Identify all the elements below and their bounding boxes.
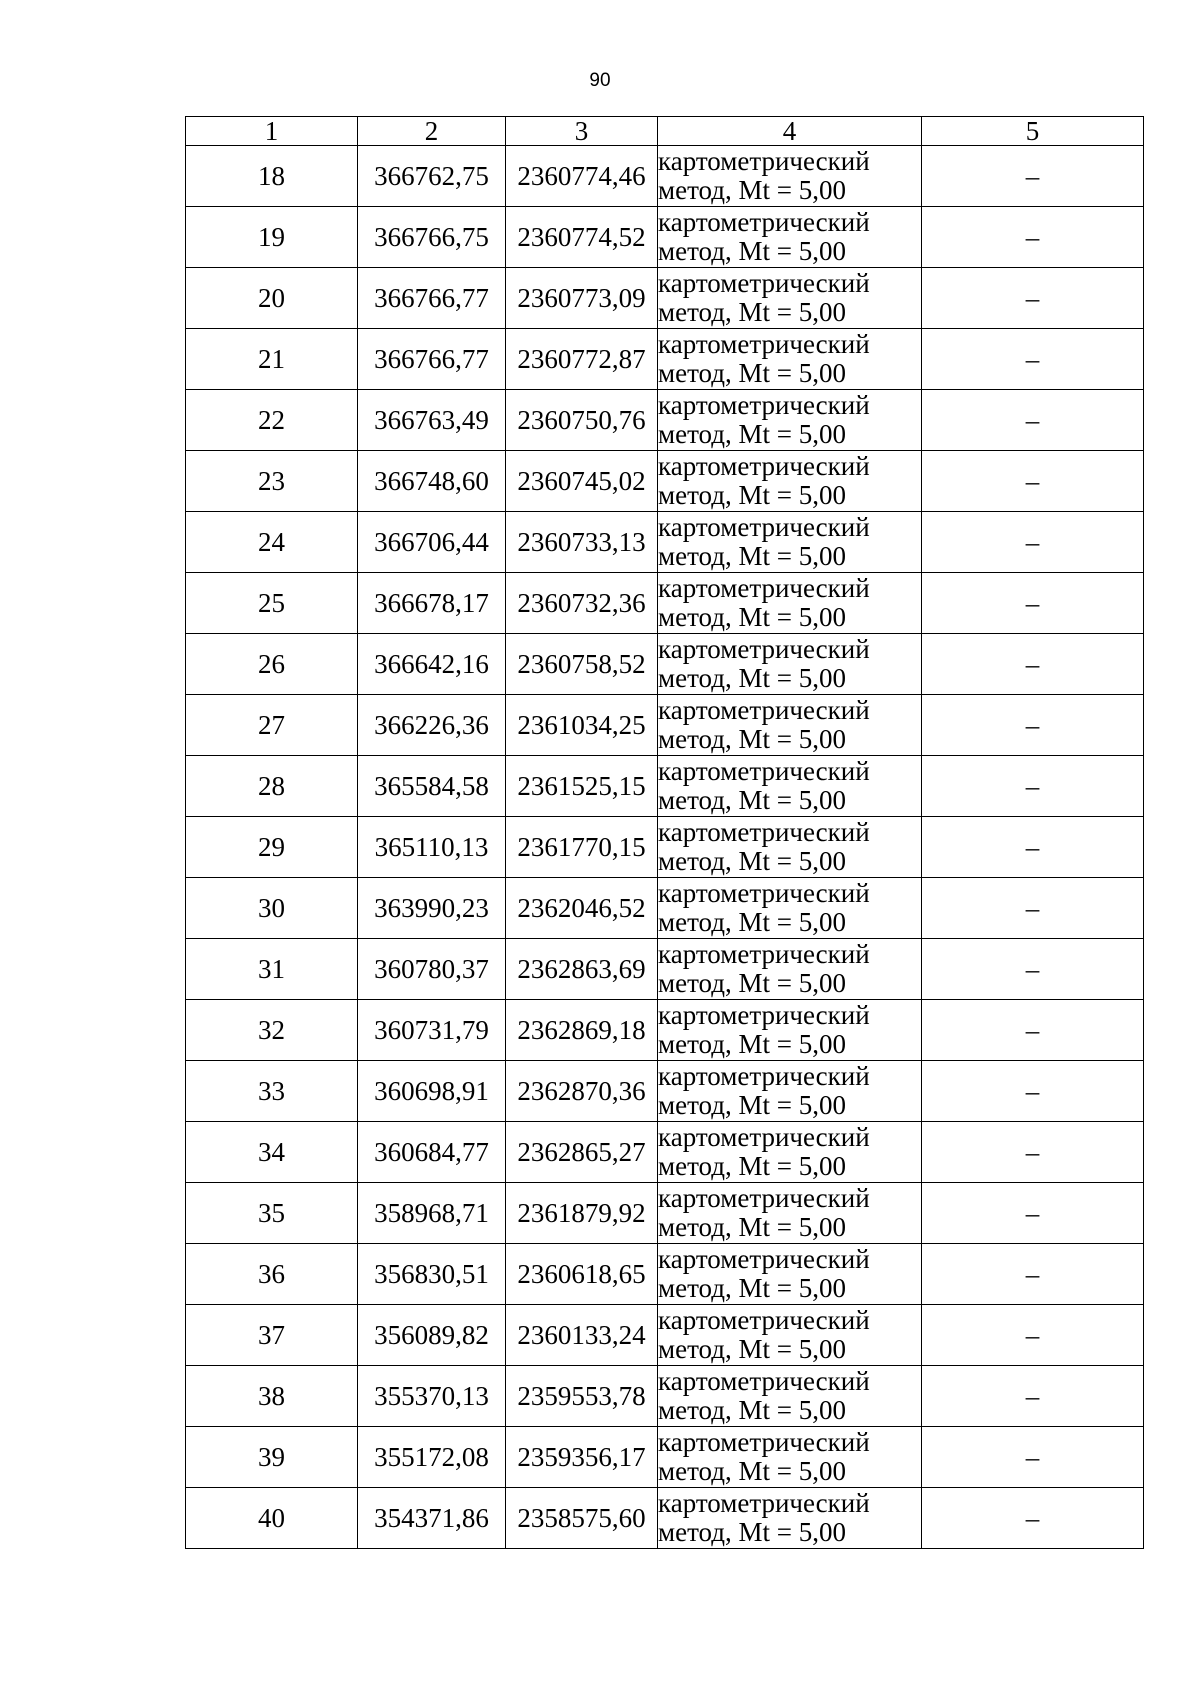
coordinate-y: 2359356,17	[506, 1427, 658, 1488]
point-number: 20	[186, 268, 358, 329]
coordinate-y: 2358575,60	[506, 1488, 658, 1549]
point-number: 35	[186, 1183, 358, 1244]
method-description	[658, 390, 922, 451]
method-line-1: картометрический	[658, 451, 870, 481]
table-row	[186, 512, 1144, 573]
method-description	[658, 268, 922, 329]
method-line-2: метод, Mt = 5,00	[658, 1456, 846, 1486]
point-number: 36	[186, 1244, 358, 1305]
table-row	[186, 756, 1144, 817]
method-description	[658, 695, 922, 756]
coordinate-x: 366766,77	[358, 329, 506, 390]
column-5-value: –	[922, 756, 1144, 817]
coordinate-y: 2360774,52	[506, 207, 658, 268]
column-5-value: –	[922, 1366, 1144, 1427]
method-line-1: картометрический	[658, 573, 870, 603]
column-5-value: –	[922, 1061, 1144, 1122]
method-description	[658, 756, 922, 817]
point-number: 23	[186, 451, 358, 512]
method-line-1: картометрический	[658, 1122, 870, 1152]
point-number: 32	[186, 1000, 358, 1061]
header-row	[186, 117, 1144, 146]
coordinate-x: 366678,17	[358, 573, 506, 634]
coordinate-x: 360780,37	[358, 939, 506, 1000]
method-line-2: метод, Mt = 5,00	[658, 1395, 846, 1425]
column-5-value: –	[922, 1122, 1144, 1183]
method-line-2: метод, Mt = 5,00	[658, 541, 846, 571]
method-line-1: картометрический	[658, 1000, 870, 1030]
table-body	[186, 146, 1144, 1549]
method-line-1: картометрический	[658, 1305, 870, 1335]
method-line-1: картометрический	[658, 207, 870, 237]
point-number: 19	[186, 207, 358, 268]
method-description	[658, 573, 922, 634]
coordinate-y: 2360773,09	[506, 268, 658, 329]
point-number: 31	[186, 939, 358, 1000]
method-line-1: картометрический	[658, 329, 870, 359]
table-row	[186, 1122, 1144, 1183]
method-description	[658, 207, 922, 268]
column-5-value: –	[922, 878, 1144, 939]
method-description	[658, 634, 922, 695]
coordinate-x: 366748,60	[358, 451, 506, 512]
method-line-2: метод, Mt = 5,00	[658, 358, 846, 388]
coordinate-y: 2361879,92	[506, 1183, 658, 1244]
method-line-1: картометрический	[658, 268, 870, 298]
table-row	[186, 1061, 1144, 1122]
column-5-value: –	[922, 1183, 1144, 1244]
table-header	[186, 117, 1144, 146]
method-description	[658, 939, 922, 1000]
table-row	[186, 573, 1144, 634]
table-row	[186, 451, 1144, 512]
method-description	[658, 329, 922, 390]
column-5-value: –	[922, 817, 1144, 878]
coordinate-y: 2360758,52	[506, 634, 658, 695]
point-number: 26	[186, 634, 358, 695]
point-number: 37	[186, 1305, 358, 1366]
coordinate-x: 356089,82	[358, 1305, 506, 1366]
coordinate-y: 2360618,65	[506, 1244, 658, 1305]
column-5-value: –	[922, 634, 1144, 695]
coordinates-table	[185, 116, 1144, 1549]
method-line-2: метод, Mt = 5,00	[658, 1517, 846, 1547]
method-line-1: картометрический	[658, 878, 870, 908]
coordinate-y: 2360750,76	[506, 390, 658, 451]
coordinate-y: 2360133,24	[506, 1305, 658, 1366]
method-line-1: картометрический	[658, 390, 870, 420]
method-description	[658, 1244, 922, 1305]
column-5-value: –	[922, 512, 1144, 573]
method-line-2: метод, Mt = 5,00	[658, 1334, 846, 1364]
method-line-1: картометрический	[658, 1061, 870, 1091]
coordinate-x: 366642,16	[358, 634, 506, 695]
method-line-1: картометрический	[658, 1427, 870, 1457]
method-line-1: картометрический	[658, 756, 870, 786]
table-row	[186, 1000, 1144, 1061]
point-number: 38	[186, 1366, 358, 1427]
coordinate-y: 2362865,27	[506, 1122, 658, 1183]
coordinate-x: 363990,23	[358, 878, 506, 939]
method-line-1: картометрический	[658, 695, 870, 725]
column-5-value: –	[922, 451, 1144, 512]
coordinate-x: 366766,75	[358, 207, 506, 268]
method-description	[658, 1061, 922, 1122]
column-header-2: 2	[358, 117, 506, 146]
method-line-1: картометрический	[658, 634, 870, 664]
table-row	[186, 1427, 1144, 1488]
column-5-value: –	[922, 695, 1144, 756]
point-number: 18	[186, 146, 358, 207]
method-line-2: метод, Mt = 5,00	[658, 663, 846, 693]
column-5-value: –	[922, 268, 1144, 329]
column-5-value: –	[922, 207, 1144, 268]
method-description	[658, 1366, 922, 1427]
coordinate-x: 360698,91	[358, 1061, 506, 1122]
table-row	[186, 878, 1144, 939]
table-row	[186, 1183, 1144, 1244]
point-number: 39	[186, 1427, 358, 1488]
coordinate-y: 2361525,15	[506, 756, 658, 817]
method-description	[658, 512, 922, 573]
method-line-1: картометрический	[658, 146, 870, 176]
coordinate-y: 2359553,78	[506, 1366, 658, 1427]
column-5-value: –	[922, 1305, 1144, 1366]
method-line-2: метод, Mt = 5,00	[658, 602, 846, 632]
method-line-2: метод, Mt = 5,00	[658, 846, 846, 876]
method-line-2: метод, Mt = 5,00	[658, 785, 846, 815]
column-5-value: –	[922, 329, 1144, 390]
column-5-value: –	[922, 1427, 1144, 1488]
method-line-1: картометрический	[658, 1488, 870, 1518]
coordinate-x: 366763,49	[358, 390, 506, 451]
coordinate-y: 2362046,52	[506, 878, 658, 939]
method-line-2: метод, Mt = 5,00	[658, 1273, 846, 1303]
table-row	[186, 695, 1144, 756]
coordinate-x: 355172,08	[358, 1427, 506, 1488]
point-number: 25	[186, 573, 358, 634]
table-row	[186, 146, 1144, 207]
table-row	[186, 817, 1144, 878]
coordinate-y: 2362870,36	[506, 1061, 658, 1122]
method-line-2: метод, Mt = 5,00	[658, 419, 846, 449]
column-5-value: –	[922, 1244, 1144, 1305]
page-number: 90	[589, 70, 611, 91]
method-description	[658, 817, 922, 878]
column-5-value: –	[922, 1488, 1144, 1549]
coordinate-y: 2362869,18	[506, 1000, 658, 1061]
method-line-2: метод, Mt = 5,00	[658, 236, 846, 266]
column-header-3: 3	[506, 117, 658, 146]
column-header-1: 1	[186, 117, 358, 146]
method-line-2: метод, Mt = 5,00	[658, 175, 846, 205]
coordinate-x: 360684,77	[358, 1122, 506, 1183]
method-line-2: метод, Mt = 5,00	[658, 297, 846, 327]
point-number: 33	[186, 1061, 358, 1122]
column-5-value: –	[922, 146, 1144, 207]
point-number: 21	[186, 329, 358, 390]
table-row	[186, 1488, 1144, 1549]
coordinate-x: 356830,51	[358, 1244, 506, 1305]
method-line-1: картометрический	[658, 1366, 870, 1396]
coordinate-x: 354371,86	[358, 1488, 506, 1549]
coordinate-x: 355370,13	[358, 1366, 506, 1427]
method-line-2: метод, Mt = 5,00	[658, 480, 846, 510]
method-line-2: метод, Mt = 5,00	[658, 1151, 846, 1181]
method-description	[658, 878, 922, 939]
table-row	[186, 1244, 1144, 1305]
coordinate-y: 2360732,36	[506, 573, 658, 634]
column-header-5: 5	[922, 117, 1144, 146]
method-line-1: картометрический	[658, 512, 870, 542]
coordinate-y: 2362863,69	[506, 939, 658, 1000]
method-line-2: метод, Mt = 5,00	[658, 1212, 846, 1242]
coordinate-y: 2360745,02	[506, 451, 658, 512]
column-5-value: –	[922, 939, 1144, 1000]
method-line-2: метод, Mt = 5,00	[658, 1090, 846, 1120]
column-5-value: –	[922, 573, 1144, 634]
method-line-1: картометрический	[658, 1244, 870, 1274]
method-description	[658, 146, 922, 207]
table-row	[186, 207, 1144, 268]
method-description	[658, 1000, 922, 1061]
coordinate-x: 366226,36	[358, 695, 506, 756]
table-row	[186, 634, 1144, 695]
method-description	[658, 1488, 922, 1549]
coordinate-x: 366706,44	[358, 512, 506, 573]
method-line-2: метод, Mt = 5,00	[658, 1029, 846, 1059]
coordinate-y: 2361034,25	[506, 695, 658, 756]
method-description	[658, 451, 922, 512]
method-line-1: картометрический	[658, 817, 870, 847]
coordinate-x: 366766,77	[358, 268, 506, 329]
coordinate-y: 2360774,46	[506, 146, 658, 207]
method-description	[658, 1427, 922, 1488]
method-line-2: метод, Mt = 5,00	[658, 907, 846, 937]
point-number: 22	[186, 390, 358, 451]
point-number: 27	[186, 695, 358, 756]
column-5-value: –	[922, 1000, 1144, 1061]
column-5-value: –	[922, 390, 1144, 451]
point-number: 24	[186, 512, 358, 573]
coordinate-x: 365110,13	[358, 817, 506, 878]
table-row	[186, 1305, 1144, 1366]
method-description	[658, 1122, 922, 1183]
coordinate-x: 360731,79	[358, 1000, 506, 1061]
table-row	[186, 1366, 1144, 1427]
coordinate-x: 365584,58	[358, 756, 506, 817]
table-row	[186, 390, 1144, 451]
point-number: 29	[186, 817, 358, 878]
method-line-2: метод, Mt = 5,00	[658, 724, 846, 754]
table-row	[186, 268, 1144, 329]
coordinate-y: 2361770,15	[506, 817, 658, 878]
point-number: 34	[186, 1122, 358, 1183]
table-row	[186, 939, 1144, 1000]
coordinate-y: 2360733,13	[506, 512, 658, 573]
method-line-1: картометрический	[658, 939, 870, 969]
coordinate-x: 366762,75	[358, 146, 506, 207]
table-row	[186, 329, 1144, 390]
coordinate-x: 358968,71	[358, 1183, 506, 1244]
method-line-2: метод, Mt = 5,00	[658, 968, 846, 998]
method-description	[658, 1183, 922, 1244]
point-number: 30	[186, 878, 358, 939]
coordinate-y: 2360772,87	[506, 329, 658, 390]
point-number: 28	[186, 756, 358, 817]
column-header-4: 4	[658, 117, 922, 146]
method-line-1: картометрический	[658, 1183, 870, 1213]
point-number: 40	[186, 1488, 358, 1549]
method-description	[658, 1305, 922, 1366]
